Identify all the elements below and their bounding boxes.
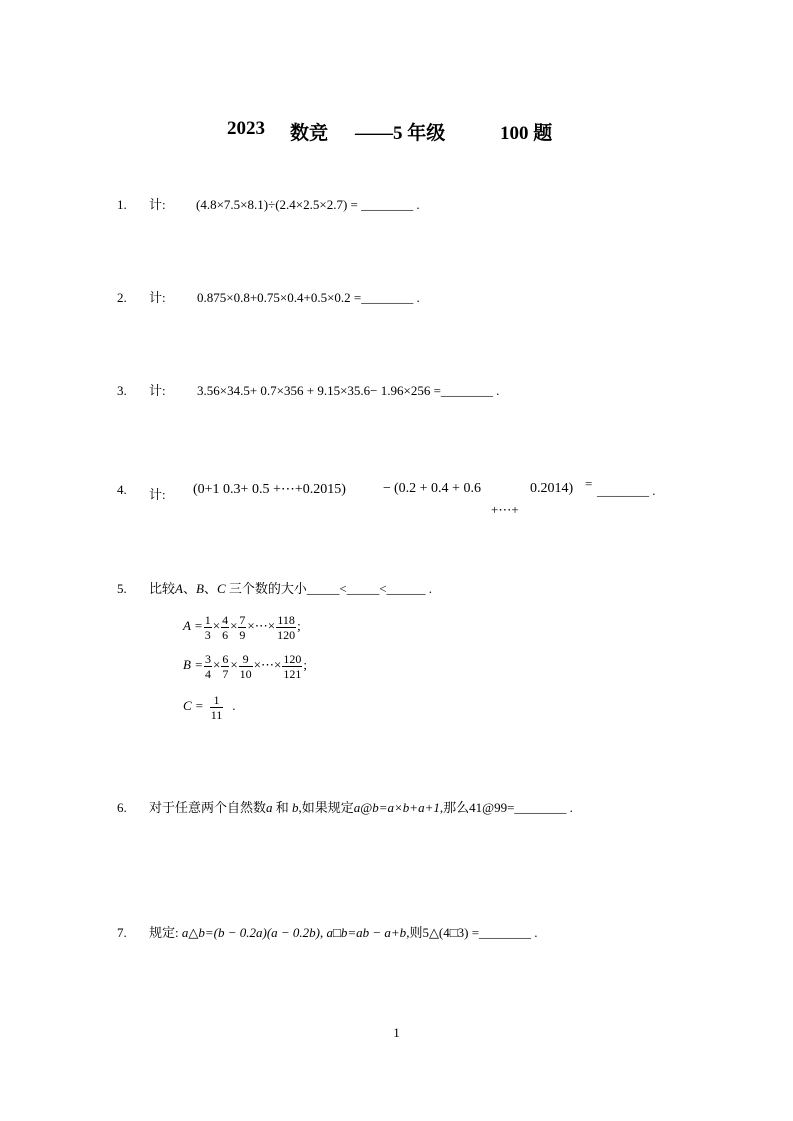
terminator: ; — [297, 618, 301, 633]
continuation-terms: +⋯+ — [491, 502, 519, 517]
text: 和 — [272, 800, 293, 815]
problem-expression: (4.8×7.5×8.1)÷(2.4×2.5×2.7) = ________ . — [196, 197, 420, 212]
text: 规定: — [149, 925, 179, 940]
problem-text — [149, 799, 573, 817]
problem-expression: 3.56×34.5+ 0.7×356 + 9.15×35.6− 1.96×256 =________ . — [197, 383, 500, 398]
title-subject: 数竞 — [290, 123, 329, 144]
problem-number: 2. — [117, 290, 127, 305]
problem-3 — [117, 382, 717, 402]
sum-expression-2: (0.2 + 0.4 + 0.6 — [394, 481, 481, 496]
fraction: $\frac{7}{9}$ — [239, 612, 246, 642]
terminator: . — [232, 698, 236, 713]
problem-number: 7. — [117, 925, 127, 940]
text: 对于任意两个自然数 — [149, 800, 267, 815]
separator: 、 — [203, 581, 217, 596]
operation-definition: a@b=a×b+a+1 — [353, 800, 440, 815]
problem-number: 6. — [117, 800, 127, 815]
problem-6 — [117, 799, 717, 819]
problem-number: 1. — [117, 197, 127, 212]
var-b: B — [195, 581, 204, 596]
terminator: ; — [303, 657, 307, 672]
problem-number: 4. — [117, 482, 127, 497]
problem-label: 计: — [149, 487, 166, 502]
problem-5-header — [117, 580, 717, 600]
text: ,如果规定 — [298, 800, 354, 815]
title-grade: ——5 年级 — [355, 123, 446, 144]
var-b: b — [292, 800, 299, 815]
problem-text — [149, 580, 432, 598]
var-a: a — [266, 800, 273, 815]
lhs: A = — [183, 618, 203, 633]
lhs: C = — [183, 698, 204, 713]
text-prefix: 比较 — [149, 581, 176, 596]
sum-expression-end: 0.2014) — [530, 481, 574, 496]
fraction: $\frac{120}{121}$ — [283, 651, 302, 681]
triangle-operation-definition: a△b=(b − 0.2a)(a − 0.2b) — [181, 925, 321, 940]
fraction: $\frac{4}{6}$ — [222, 612, 229, 642]
ellipsis: ×⋯× — [247, 618, 276, 633]
lhs: B = — [183, 657, 203, 672]
text-suffix: 三个数的大小_____<_____<______ . — [225, 581, 433, 596]
var-c: C — [216, 581, 226, 596]
fraction: $\frac{6}{7}$ — [222, 651, 229, 681]
problem-text — [149, 924, 538, 942]
equals-sign: = — [585, 476, 593, 491]
problem-7 — [117, 924, 717, 944]
problem-expression: 0.875×0.8+0.75×0.4+0.5×0.2 =________ . — [197, 290, 420, 305]
separator: , — [320, 925, 324, 940]
fraction: $\frac{3}{4}$ — [204, 651, 211, 681]
sum-expression-1: (0+1 0.3+ 0.5 +⋯+0.2015) — [193, 482, 346, 497]
answer-blank: ________ . — [597, 483, 656, 498]
fraction: $\frac{9}{10}$ — [239, 651, 252, 681]
document-title — [0, 118, 793, 148]
fraction: $\frac{1}{3}$ — [204, 612, 211, 642]
problem-label: 计: — [149, 197, 166, 212]
fraction: $\frac{118}{120}$ — [277, 612, 296, 642]
fraction: $\frac{1}{11}$ — [210, 692, 223, 722]
problem-2 — [117, 289, 717, 309]
var-a: A — [175, 581, 183, 596]
text: ,那么41@99=________ . — [439, 800, 573, 815]
title-year: 2023 — [227, 118, 265, 139]
definition-a: A = $\frac{1}{3}$ × $\frac{4}{6}$ × $\frac{7}{9}$ ×⋯× $\frac{118}{120}$ ; — [183, 612, 301, 642]
ellipsis: ×⋯× — [253, 657, 282, 672]
problem-label: 计: — [149, 383, 166, 398]
problem-number: 5. — [117, 581, 127, 596]
problem-label: 计: — [149, 290, 166, 305]
separator: 、 — [182, 581, 196, 596]
minus-sign: − — [383, 481, 391, 496]
definition-b: B = $\frac{3}{4}$ × $\frac{6}{7}$ × $\frac{9}{10}$ ×⋯× $\frac{120}{121}$ ; — [183, 651, 307, 681]
square-operation-definition: a□b=ab − a+b — [326, 925, 407, 940]
title-count: 100 题 — [500, 123, 553, 144]
problem-number: 3. — [117, 383, 127, 398]
problem-1 — [117, 196, 717, 216]
definition-c — [183, 686, 236, 726]
text: ,则5△(4□3) =________ . — [406, 925, 538, 940]
page-number: 1 — [393, 1025, 400, 1040]
